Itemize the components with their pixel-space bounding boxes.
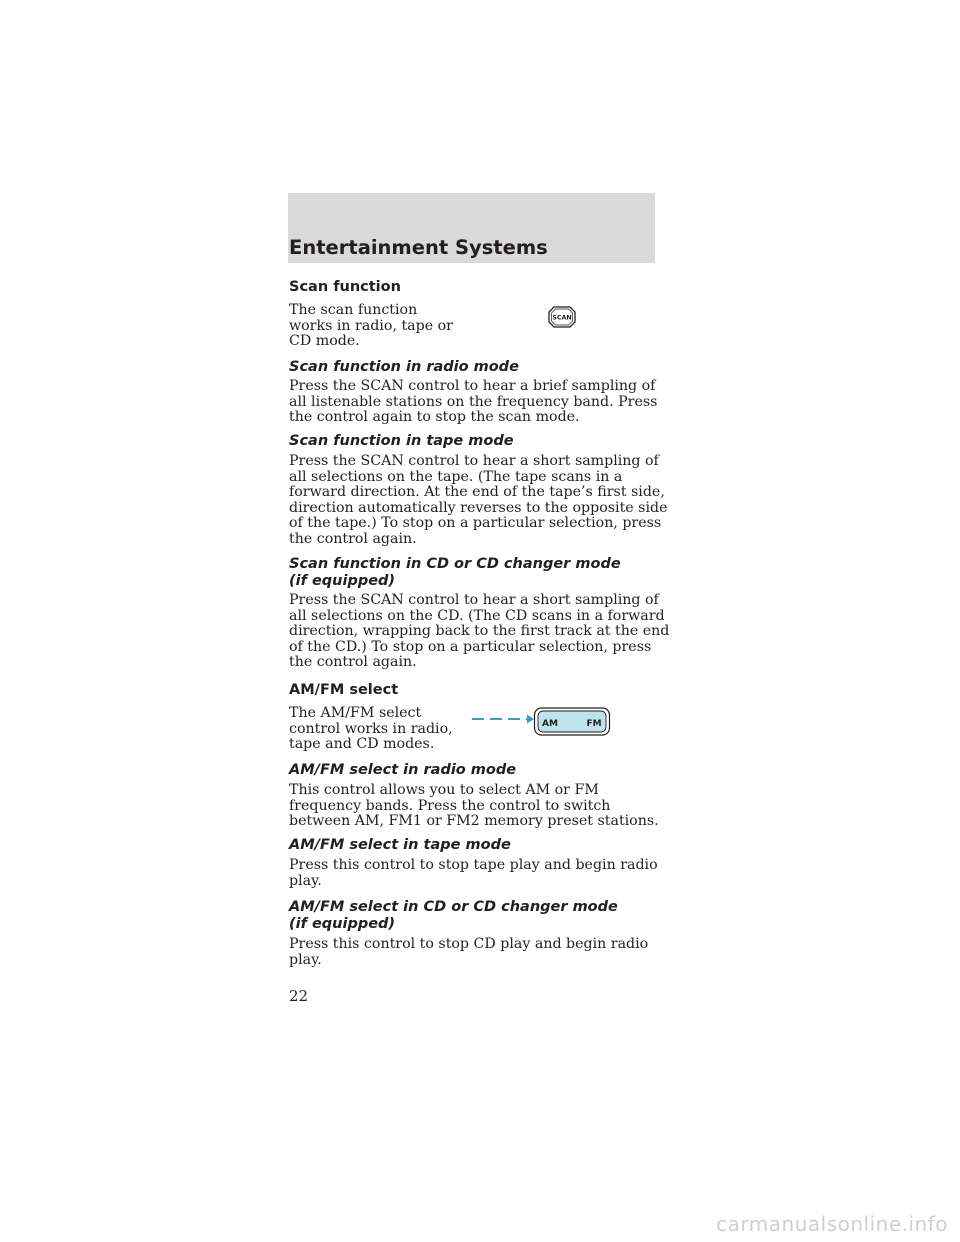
- scan-radio-text: Press the SCAN control to hear a brief sampling of all listenable stations on the frequency band. Press the control again to stop the scan mode.: [289, 378, 658, 426]
- section-title: Entertainment Systems: [289, 236, 548, 259]
- page-number: 22: [289, 987, 309, 1005]
- scan-tape-text: Press the SCAN control to hear a short sampling of all selections on the tape. (The tape scans in a forward direction. At the end of the tape’s first side, direction automatically reverses to the opposite side of the tape.) To stop on a particular selection, press the control again.: [289, 453, 668, 547]
- amfm-radio-text: This control allows you to select AM or FM frequency bands. Press the control to switch between AM, FM1 or FM2 memory preset stations.: [289, 782, 659, 830]
- scan-tape-heading: Scan function in tape mode: [289, 433, 514, 449]
- scan-cd-heading: Scan function in CD or CD changer mode (if equipped): [289, 556, 621, 589]
- amfm-button-am-label: AM: [542, 719, 558, 729]
- scan-button-icon: [548, 306, 576, 328]
- amfm-cd-text: Press this control to stop CD play and begin radio play.: [289, 936, 649, 968]
- watermark: carmanualsonline.info: [716, 1212, 948, 1236]
- amfm-button-fm-label: FM: [586, 719, 602, 729]
- amfm-heading: AM/FM select: [289, 682, 399, 698]
- scan-intro: The scan function works in radio, tape or CD mode.: [289, 302, 453, 350]
- amfm-intro: The AM/FM select control works in radio, tape and CD modes.: [289, 705, 453, 753]
- scan-heading: Scan function: [289, 279, 401, 295]
- amfm-cd-heading: AM/FM select in CD or CD changer mode (if equipped): [289, 899, 618, 932]
- amfm-button-illustration: [470, 706, 612, 738]
- amfm-radio-heading: AM/FM select in radio mode: [289, 762, 517, 778]
- scan-radio-heading: Scan function in radio mode: [289, 359, 519, 375]
- amfm-tape-text: Press this control to stop tape play and begin radio play.: [289, 857, 658, 889]
- scan-button-label: SCAN: [552, 314, 572, 322]
- amfm-tape-heading: AM/FM select in tape mode: [289, 837, 511, 853]
- scan-cd-text: Press the SCAN control to hear a short sampling of all selections on the CD. (The CD scans in a forward direction, wrapping back to the first track at the end of the CD.) To stop on a particular selection, press the control again.: [289, 592, 670, 671]
